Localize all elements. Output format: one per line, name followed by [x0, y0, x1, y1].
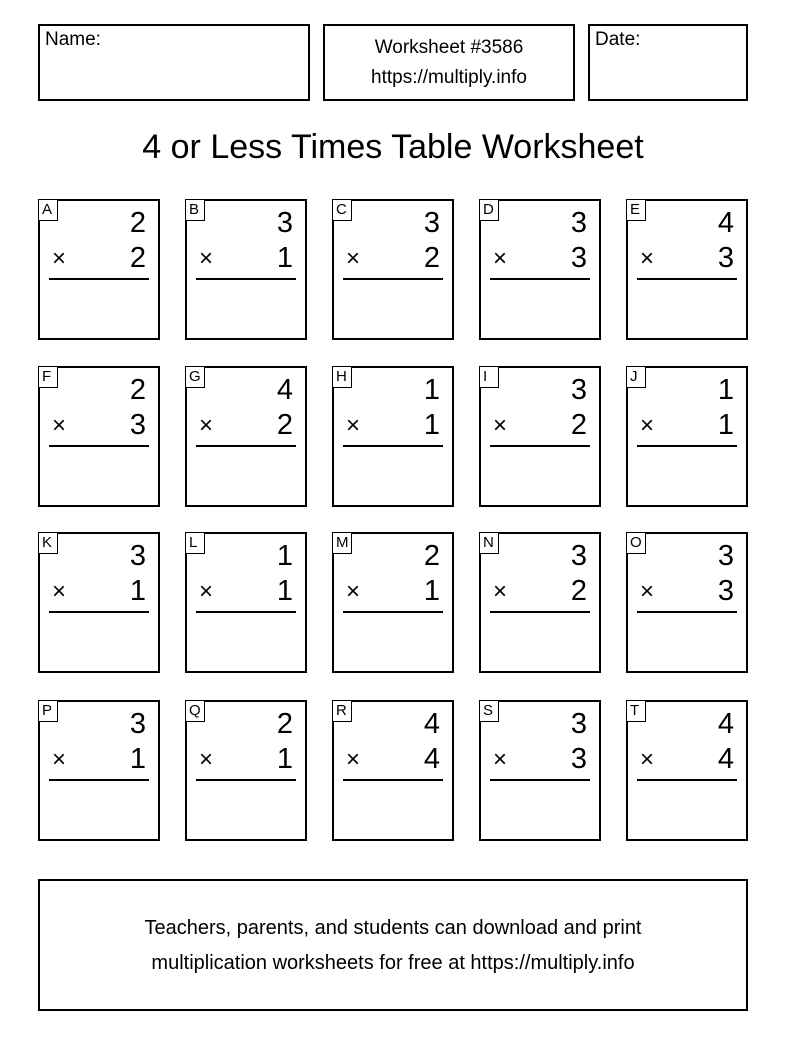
worksheet-url: https://multiply.info [371, 67, 527, 88]
answer-line [196, 278, 296, 280]
multiplicand: 4 [423, 708, 440, 740]
problem-card [332, 199, 454, 340]
multiplier: 2 [276, 409, 293, 441]
footer-box [38, 879, 748, 1011]
multiplier: 1 [717, 409, 734, 441]
answer-line [490, 611, 590, 613]
answer-line [637, 779, 737, 781]
multiplier: 2 [570, 575, 587, 607]
answer-line [490, 278, 590, 280]
answer-line [196, 779, 296, 781]
multiplicand: 4 [276, 374, 293, 406]
problem-card [626, 199, 748, 340]
problem-letter: E [626, 199, 646, 221]
multiplicand: 3 [570, 374, 587, 406]
name-label: Name: [45, 29, 101, 50]
problem-letter: C [332, 199, 352, 221]
worksheet-number: Worksheet #3586 [374, 37, 524, 58]
multiplicand: 3 [570, 207, 587, 239]
date-label: Date: [595, 29, 641, 50]
times-sign: × [199, 245, 214, 272]
problem-letter: G [185, 366, 205, 388]
problem-card [626, 700, 748, 841]
problem-letter: A [38, 199, 58, 221]
problem-card [185, 366, 307, 507]
times-sign: × [346, 245, 361, 272]
answer-line [343, 445, 443, 447]
problem-card [185, 532, 307, 673]
answer-line [196, 445, 296, 447]
multiplicand: 3 [129, 708, 146, 740]
problem-letter: R [332, 700, 352, 722]
problem-letter: K [38, 532, 58, 554]
multiplicand: 2 [423, 540, 440, 572]
problem-letter: F [38, 366, 58, 388]
problem-card [332, 532, 454, 673]
problem-letter: B [185, 199, 205, 221]
answer-line [343, 611, 443, 613]
answer-line [49, 278, 149, 280]
multiplicand: 3 [570, 708, 587, 740]
answer-line [637, 445, 737, 447]
times-sign: × [199, 412, 214, 439]
problem-letter: M [332, 532, 352, 554]
multiplicand: 2 [129, 207, 146, 239]
multiplier: 1 [129, 575, 146, 607]
times-sign: × [346, 578, 361, 605]
times-sign: × [493, 412, 508, 439]
multiplier: 3 [717, 242, 734, 274]
multiplier: 4 [717, 743, 734, 775]
times-sign: × [493, 746, 508, 773]
problem-card [185, 700, 307, 841]
answer-line [490, 445, 590, 447]
problem-card [38, 199, 160, 340]
problem-letter: T [626, 700, 646, 722]
multiplier: 1 [423, 409, 440, 441]
answer-line [637, 611, 737, 613]
multiplier: 1 [129, 743, 146, 775]
times-sign: × [640, 746, 655, 773]
times-sign: × [346, 412, 361, 439]
problem-card [38, 366, 160, 507]
times-sign: × [52, 578, 67, 605]
multiplicand: 4 [717, 207, 734, 239]
problem-letter: S [479, 700, 499, 722]
problem-card [479, 700, 601, 841]
problem-card [332, 366, 454, 507]
answer-line [49, 611, 149, 613]
multiplier: 3 [570, 743, 587, 775]
multiplier: 2 [129, 242, 146, 274]
problem-card [332, 700, 454, 841]
problem-card [479, 366, 601, 507]
problem-card [626, 366, 748, 507]
answer-line [196, 611, 296, 613]
times-sign: × [52, 412, 67, 439]
times-sign: × [52, 245, 67, 272]
problem-card [479, 532, 601, 673]
answer-line [343, 779, 443, 781]
multiplier: 2 [423, 242, 440, 274]
problem-letter: D [479, 199, 499, 221]
multiplier: 1 [276, 743, 293, 775]
problem-letter: P [38, 700, 58, 722]
times-sign: × [199, 578, 214, 605]
multiplicand: 3 [570, 540, 587, 572]
multiplicand: 1 [423, 374, 440, 406]
multiplicand: 3 [129, 540, 146, 572]
multiplicand: 1 [276, 540, 293, 572]
answer-line [637, 278, 737, 280]
times-sign: × [346, 746, 361, 773]
problem-card [626, 532, 748, 673]
answer-line [49, 445, 149, 447]
problem-letter: I [479, 366, 499, 388]
multiplicand: 2 [129, 374, 146, 406]
problem-card [38, 532, 160, 673]
problem-letter: Q [185, 700, 205, 722]
times-sign: × [493, 245, 508, 272]
multiplicand: 1 [717, 374, 734, 406]
multiplier: 1 [276, 242, 293, 274]
times-sign: × [52, 746, 67, 773]
times-sign: × [640, 412, 655, 439]
multiplier: 2 [570, 409, 587, 441]
multiplicand: 2 [276, 708, 293, 740]
problem-card [38, 700, 160, 841]
footer-line-1: Teachers, parents, and students can download and print [144, 917, 642, 939]
answer-line [49, 779, 149, 781]
problem-card [185, 199, 307, 340]
multiplier: 3 [570, 242, 587, 274]
footer-line-2: multiplication worksheets for free at https://multiply.info [151, 952, 635, 974]
times-sign: × [493, 578, 508, 605]
page-title: 4 or Less Times Table Worksheet [142, 128, 644, 166]
times-sign: × [640, 578, 655, 605]
problem-card [479, 199, 601, 340]
problem-letter: H [332, 366, 352, 388]
multiplier: 1 [276, 575, 293, 607]
multiplicand: 3 [423, 207, 440, 239]
multiplicand: 4 [717, 708, 734, 740]
times-sign: × [640, 245, 655, 272]
multiplicand: 3 [717, 540, 734, 572]
times-sign: × [199, 746, 214, 773]
multiplier: 1 [423, 575, 440, 607]
problem-letter: O [626, 532, 646, 554]
multiplier: 3 [717, 575, 734, 607]
problem-letter: L [185, 532, 205, 554]
answer-line [343, 278, 443, 280]
problem-letter: N [479, 532, 499, 554]
multiplicand: 3 [276, 207, 293, 239]
multiplier: 4 [423, 743, 440, 775]
answer-line [490, 779, 590, 781]
problem-letter: J [626, 366, 646, 388]
multiplier: 3 [129, 409, 146, 441]
